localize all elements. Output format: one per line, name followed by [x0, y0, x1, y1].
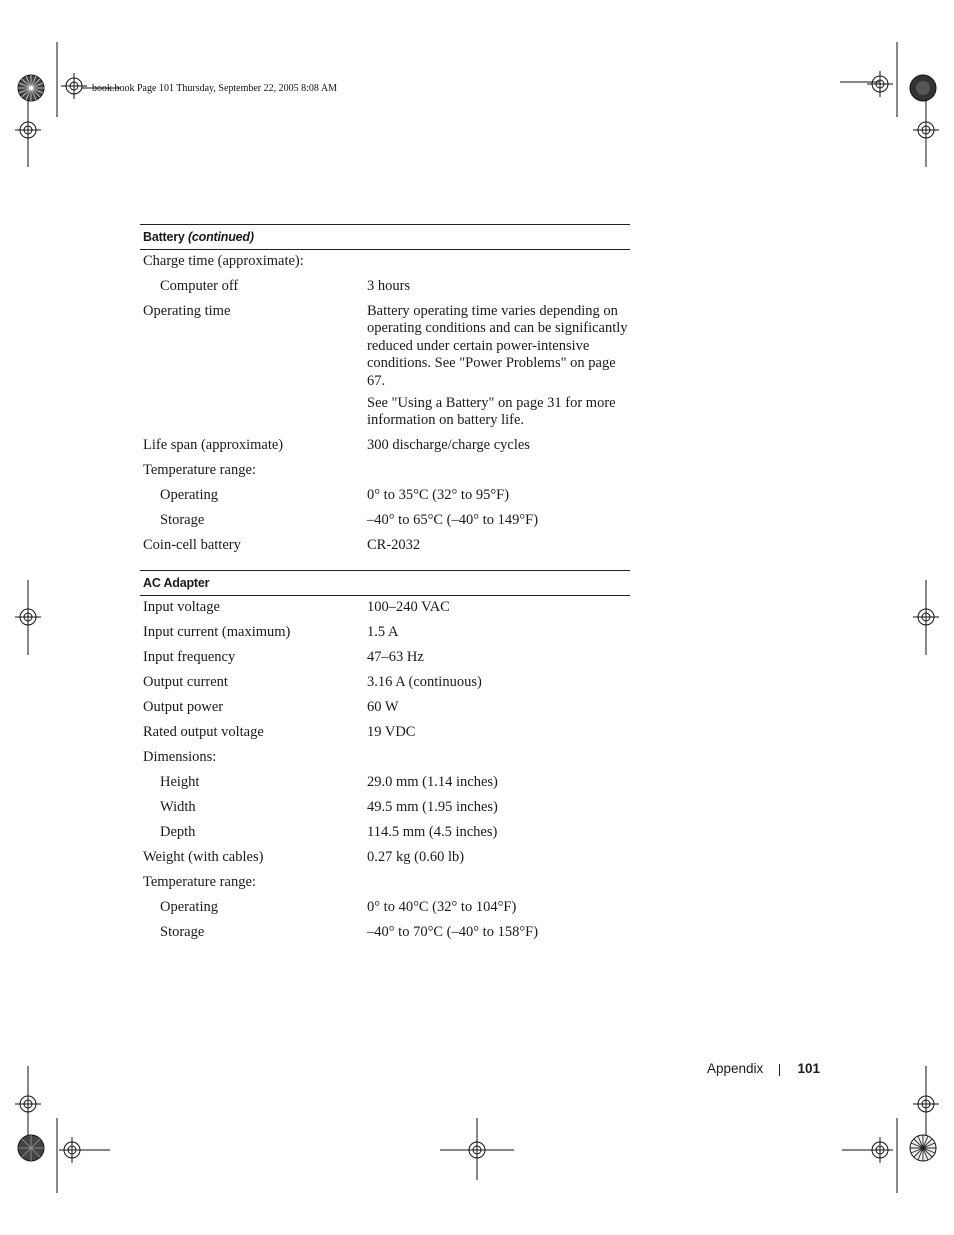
battery-spec-table: [140, 224, 630, 555]
spec-label: Temperature range:: [143, 462, 256, 479]
spec-row-input-frequency: [140, 649, 630, 666]
battery-table-header: [140, 224, 630, 250]
registration-mark-icon: [15, 604, 41, 630]
registration-mark-icon: [913, 604, 939, 630]
spec-row-operating: [140, 899, 630, 916]
footer-section-name: Appendix: [707, 1061, 764, 1076]
spec-row-temperature-range: [140, 462, 630, 479]
spec-value: 29.0 mm (1.14 inches): [367, 773, 498, 790]
spec-label: Output current: [143, 674, 228, 690]
page-number: 101: [797, 1061, 820, 1076]
spec-row-temperature-range: [140, 874, 630, 891]
spec-label: Coin-cell battery: [143, 537, 241, 554]
registration-mark-icon: [867, 1137, 893, 1163]
battery-title-suffix: (continued): [187, 230, 254, 244]
spec-value: –40° to 70°C (–40° to 158°F): [367, 923, 539, 940]
spec-row-input-voltage: [140, 599, 630, 616]
registration-mark-icon: [464, 1137, 490, 1163]
registration-mark-icon: [15, 117, 41, 143]
spec-label: Computer off: [160, 277, 239, 294]
spec-label: Life span (approximate): [143, 437, 284, 454]
spec-label: Weight (with cables): [143, 848, 264, 865]
spec-value: 0° to 35°C (32° to 95°F): [367, 487, 510, 504]
registration-mark-icon: [59, 1137, 85, 1163]
registration-mark-icon: [913, 1091, 939, 1117]
spec-value-paragraph: See "Using a Battery" on page 31 for more information on battery life.: [367, 395, 616, 429]
spec-value-paragraph: Battery operating time varies depending on operating conditions and can be significantly reduced under certain power-intensive conditions. See "Power Problems" on page 67.: [367, 302, 628, 389]
spec-row-life-span: [140, 437, 630, 454]
spec-label: Input frequency: [143, 649, 236, 665]
spec-value: 0° to 40°C (32° to 104°F): [367, 898, 517, 915]
spec-row-charge-time: [140, 253, 630, 270]
color-target-icon: [910, 1135, 936, 1161]
registration-mark-icon: [913, 117, 939, 143]
printer-slug: book.book Page 101 Thursday, September 22, 2005 8:08 AM: [92, 83, 337, 94]
ac-adapter-title: AC Adapter: [143, 576, 210, 590]
spec-label: Dimensions:: [143, 749, 217, 765]
spec-value: 60 W: [367, 699, 399, 715]
spec-row-storage: [140, 512, 630, 529]
ac-adapter-spec-table: [140, 570, 630, 941]
spec-value: 114.5 mm (4.5 inches): [367, 823, 498, 840]
spec-row-operating-time: [140, 303, 630, 430]
spec-row-coin-cell: [140, 537, 630, 554]
spec-row-weight: [140, 849, 630, 866]
spec-value: 3 hours: [367, 277, 411, 294]
spec-value: –40° to 65°C (–40° to 149°F): [367, 512, 539, 529]
spec-row-input-current: [140, 624, 630, 641]
registration-mark-icon: [867, 71, 893, 97]
spec-value: 19 VDC: [367, 724, 416, 740]
spec-label: Height: [160, 773, 200, 790]
spec-label: Charge time (approximate):: [143, 253, 304, 269]
spec-row-output-power: [140, 699, 630, 716]
color-target-icon: [18, 75, 44, 101]
spec-label: Storage: [160, 512, 205, 529]
spec-value: 3.16 A (continuous): [367, 674, 482, 690]
spec-value: 49.5 mm (1.95 inches): [367, 798, 498, 815]
spec-label: Depth: [160, 823, 196, 840]
spec-label: Operating: [160, 487, 218, 504]
spec-row-rated-output-voltage: [140, 724, 630, 741]
spec-row-operating: [140, 487, 630, 504]
spec-label: Rated output voltage: [143, 724, 264, 740]
spec-row-depth: [140, 824, 630, 841]
registration-mark-icon: [15, 1091, 41, 1117]
spec-label: Operating time: [143, 302, 231, 319]
spec-label: Input current (maximum): [143, 624, 291, 640]
ac-adapter-table-header: [140, 570, 630, 596]
spec-label: Width: [160, 798, 196, 815]
spec-row-height: [140, 774, 630, 791]
spec-value: 100–240 VAC: [367, 599, 450, 615]
spec-label: Temperature range:: [143, 873, 256, 890]
color-target-icon: [910, 75, 936, 101]
spec-value: 0.27 kg (0.60 lb): [367, 848, 465, 865]
spec-label: Operating: [160, 898, 218, 915]
spec-row-computer-off: [140, 278, 630, 295]
spec-label: Storage: [160, 923, 205, 940]
spec-label: Output power: [143, 699, 224, 715]
spec-row-storage: [140, 924, 630, 941]
spec-value: 1.5 A: [367, 624, 399, 640]
spec-row-dimensions: [140, 749, 630, 766]
spec-value: CR-2032: [367, 537, 421, 554]
page-footer: [700, 1061, 822, 1081]
spec-value: 47–63 Hz: [367, 649, 424, 665]
footer-divider: [779, 1064, 780, 1076]
spec-label: Input voltage: [143, 599, 220, 615]
spec-value: 300 discharge/charge cycles: [367, 437, 530, 454]
registration-mark-icon: [61, 73, 87, 99]
spec-row-width: [140, 799, 630, 816]
color-target-icon: [18, 1135, 44, 1161]
spec-row-output-current: [140, 674, 630, 691]
battery-title: Battery: [143, 230, 185, 244]
